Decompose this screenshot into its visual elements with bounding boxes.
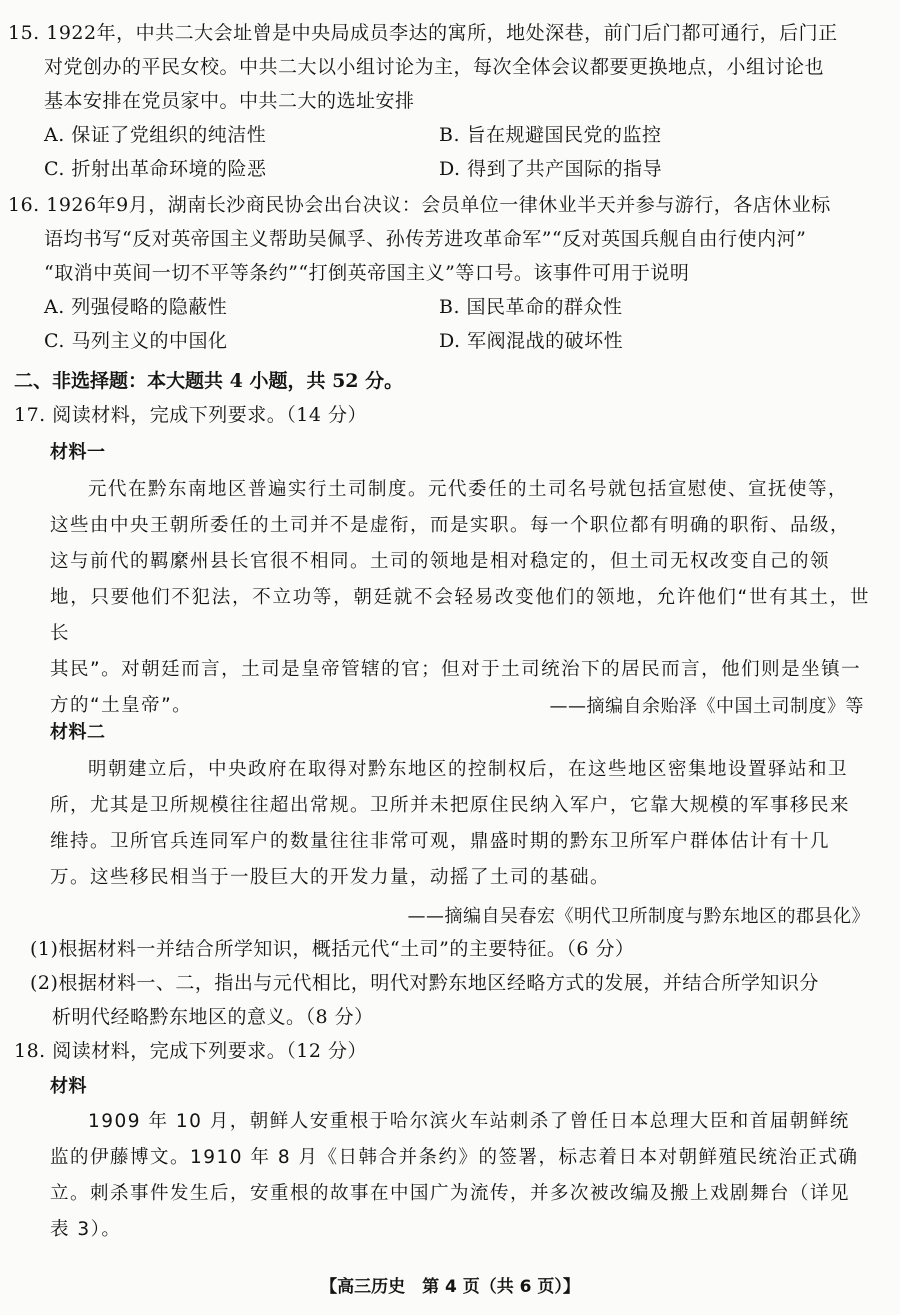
question-18-material-label: 材料	[50, 1076, 87, 1097]
question-16-option-d: D. 军阀混战的破坏性	[439, 330, 624, 352]
material-1-line: 其民”。对朝廷而言，土司是皇帝管辖的官；但对于土司统治下的居民而言，他们则是坐镇一	[50, 659, 862, 680]
question-18-material-line: 立。刺杀事件发生后，安重根的故事在中国广为流传，并多次被改编及搬上戏剧舞台（详见	[50, 1183, 851, 1204]
question-17-sub-2-line-2: 析明代经略黔东地区的意义。（8 分）	[52, 1006, 374, 1028]
material-1-text	[50, 472, 870, 724]
material-2-source: ——摘编自吴春宏《明代卫所制度与黔东地区的郡县化》	[407, 906, 870, 927]
question-15-stem-line-1: 15. 1922年，中共二大会址曾是中央局成员李达的寓所，地处深巷，前门后门都可通行，后门正	[8, 22, 838, 44]
material-1-line: 这与前代的羁縻州县长官很不相同。土司的领地是相对稳定的，但土司无权改变自己的领	[50, 551, 831, 572]
material-2-text	[50, 752, 870, 896]
question-18-material-line: 1909 年 10 月，朝鲜人安重根于哈尔滨火车站刺杀了曾任日本总理大臣和首届朝鲜统	[88, 1111, 850, 1132]
question-15-option-c: C. 折射出革命环境的险恶	[44, 158, 267, 180]
question-17-sub-2-line-1: (2)根据材料一、二，指出与元代相比，明代对黔东地区经略方式的发展，并结合所学知识分	[30, 972, 819, 994]
material-1-line: 这些由中央王朝所委任的土司并不是虚衔，而是实职。每一个职位都有明确的职衔、品级，	[50, 515, 851, 536]
question-18-title: 18. 阅读材料，完成下列要求。（12 分）	[14, 1040, 367, 1062]
question-15-option-b: B. 旨在规避国民党的监控	[439, 124, 662, 146]
question-15-options-row-1	[8, 118, 878, 152]
question-16	[8, 188, 878, 358]
question-15-stem-line-2: 对党创办的平民女校。中共二大以小组讨论为主，每次全体会议都要更换地点，小组讨论也	[44, 56, 825, 78]
material-1-line: 元代在黔东南地区普遍实行土司制度。元代委任的土司名号就包括宣慰使、宣抚使等，	[88, 479, 849, 500]
question-15-stem-line-3: 基本安排在党员家中。中共二大的选址安排	[44, 90, 415, 112]
page-footer: 【高三历史 第 4 页（共 6 页）】	[320, 1277, 580, 1297]
question-16-option-c: C. 马列主义的中国化	[44, 330, 228, 352]
question-18-material-line: 监的伊藤博文。1910 年 8 月《日韩合并条约》的签署，标志着日本对朝鲜殖民统治正式确	[50, 1147, 859, 1168]
material-1-label: 材料一	[50, 442, 106, 463]
material-1-line: 地，只要他们不犯法，不立功等，朝廷就不会轻易改变他们的领地，允许他们“世有其土，世长	[50, 587, 870, 644]
question-15-options-row-2	[8, 152, 878, 186]
question-18-material-text	[50, 1104, 870, 1248]
question-18-material-line: 表 3）。	[50, 1219, 122, 1240]
question-16-options-row-1	[8, 290, 878, 324]
material-1-line: 方的“土皇帝”。	[50, 695, 193, 716]
material-2-line: 维持。卫所官兵连同军户的数量往往非常可观，鼎盛时期的黔东卫所军户群体估计有十几	[50, 831, 831, 852]
section-heading: 二、非选择题：本大题共 4 小题，共 52 分。	[14, 370, 404, 392]
question-17-sub-1: (1)根据材料一并结合所学知识，概括元代“土司”的主要特征。（6 分）	[30, 938, 635, 960]
question-16-options-row-2	[8, 324, 878, 358]
question-17-title: 17. 阅读材料，完成下列要求。（14 分）	[14, 404, 367, 426]
question-16-stem-line-3: “取消中英间一切不平等条约”“打倒英帝国主义”等口号。该事件可用于说明	[44, 262, 690, 284]
question-16-stem-line-2: 语均书写“反对英帝国主义帮助吴佩孚、孙传芳进攻革命军”“反对英国兵舰自由行使内河”	[44, 228, 807, 250]
material-2-line: 所，尤其是卫所规模往往超出常规。卫所并未把原住民纳入军户，它靠大规模的军事移民来	[50, 795, 851, 816]
question-16-stem-line-1: 16. 1926年9月，湖南长沙商民协会出台决议：会员单位一律休业半天并参与游行，各店休业标	[8, 194, 831, 216]
material-2-label: 材料二	[50, 722, 106, 743]
question-15-option-a: A. 保证了党组织的纯洁性	[44, 124, 267, 146]
material-2-line: 万。这些移民相当于一股巨大的开发力量，动摇了土司的基础。	[50, 867, 611, 888]
question-16-option-a: A. 列强侵略的隐蔽性	[44, 296, 228, 318]
question-16-option-b: B. 国民革命的群众性	[439, 296, 623, 318]
question-15-option-d: D. 得到了共产国际的指导	[439, 158, 663, 180]
material-2-line: 明朝建立后，中央政府在取得对黔东地区的控制权后，在这些地区密集地设置驿站和卫	[88, 759, 849, 780]
material-1-source: ——摘编自余贻泽《中国土司制度》等	[549, 696, 864, 717]
question-15	[8, 16, 878, 186]
question-17-sub-2	[30, 966, 875, 1034]
